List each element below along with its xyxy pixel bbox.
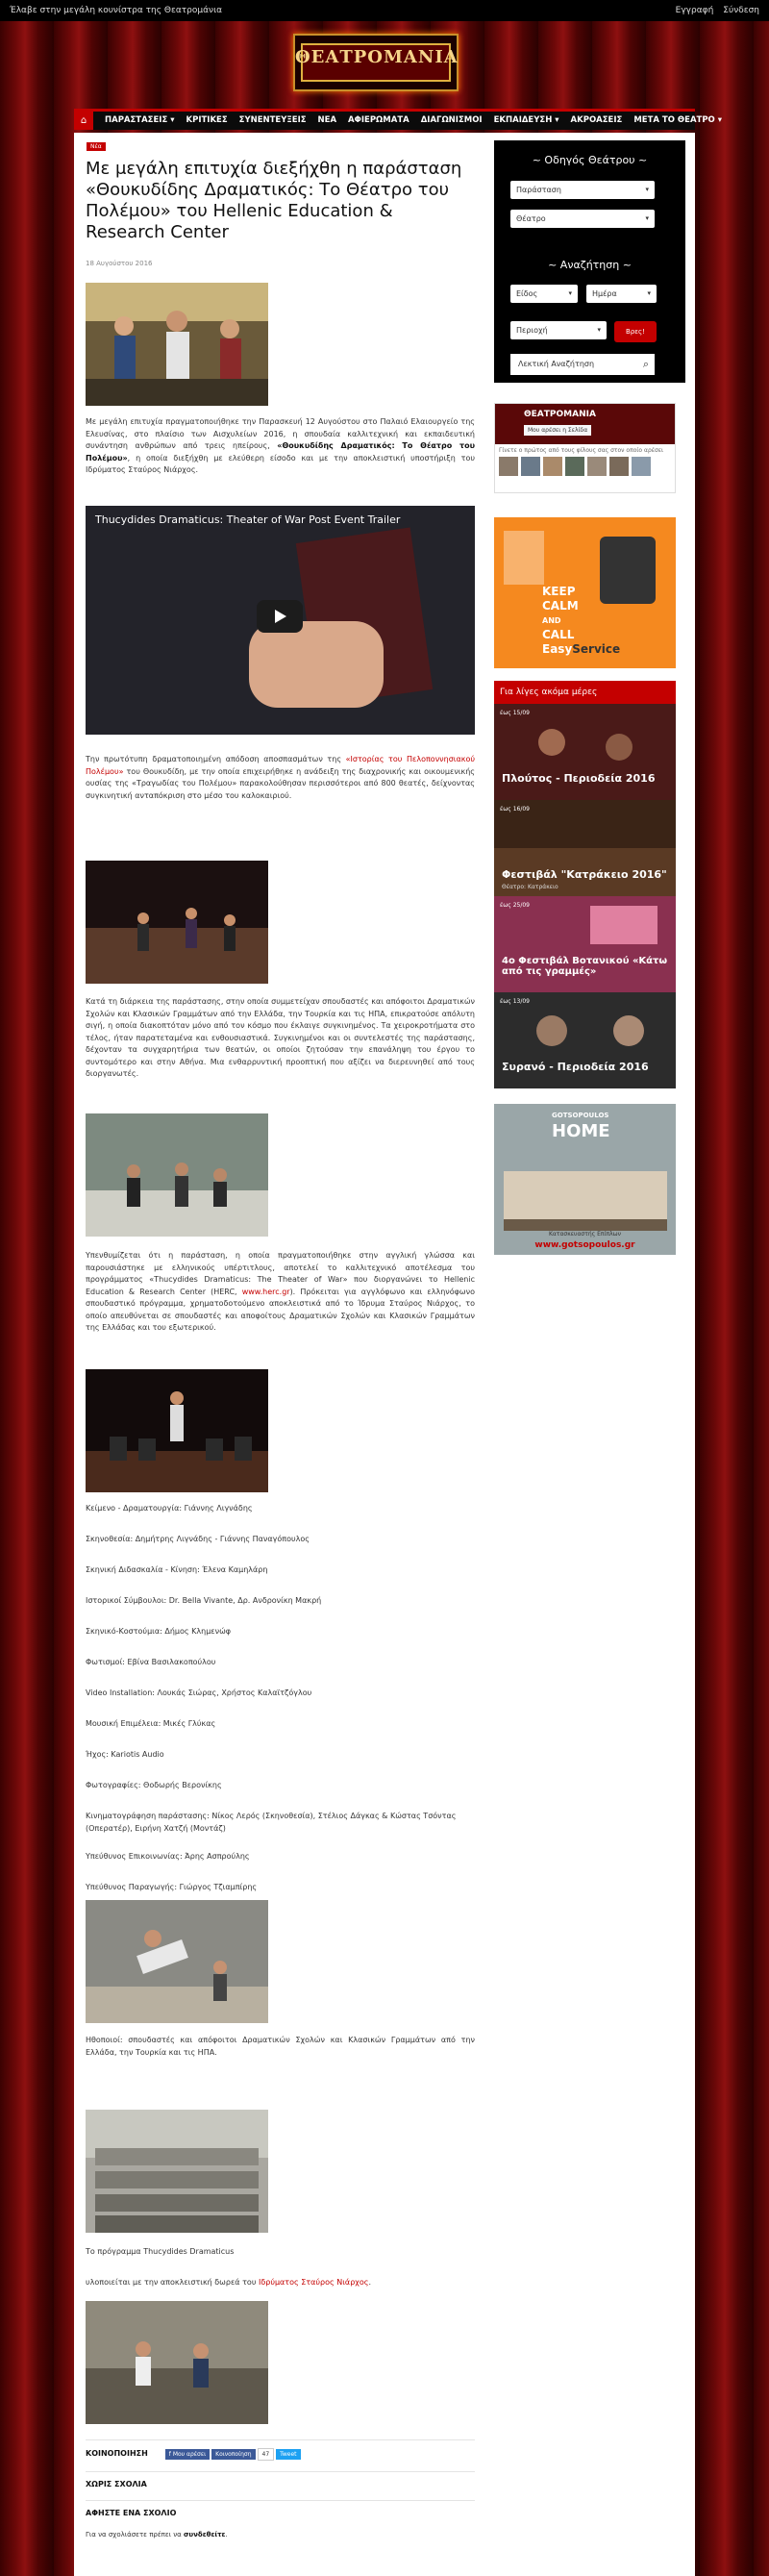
- credit-line: Κινηματογράφηση παράστασης: Νίκος Λερός (Σκηνοθεσία), Στέλιος Δάγκας & Κώστας Τσόντας (Οπερατέρ), Ειρήνη Χατζή (Μοντάζ): [86, 1812, 457, 1833]
- nav-item-auditions[interactable]: ΑΚΡΟΑΣΕΙΣ: [570, 115, 623, 125]
- easy-service-ad[interactable]: [494, 517, 676, 668]
- fb-like-page-button[interactable]: Μου αρέσει η Σελίδα: [524, 425, 591, 436]
- nav-item-news[interactable]: ΝΕΑ: [317, 115, 337, 125]
- fb-friends-text: Γίνετε ο πρώτος από τους φίλους σας στον οποίο αρέσει: [499, 447, 664, 454]
- no-comments-label: ΧΩΡΙΣ ΣΧΟΛΙΑ: [86, 2471, 475, 2488]
- main-navigation: [74, 109, 723, 130]
- genre-select[interactable]: Είδος ▾: [510, 285, 578, 303]
- ticker-text[interactable]: Έλαβε στην μεγάλη κουνίστρα της Θεατρομάνια: [10, 6, 223, 15]
- fb-page-name[interactable]: ΘΕΑΤΡΟΜΑΝΙΑ: [524, 410, 596, 419]
- share-section: [86, 2439, 475, 2468]
- ad-line: Κατασκευαστής Επίπλων: [548, 1231, 622, 1238]
- login-link[interactable]: συνδεθείτε: [183, 2531, 226, 2538]
- article-photo-2: [86, 861, 268, 984]
- article-photo-7: [86, 2301, 268, 2424]
- ad-brand-home: HOME: [552, 1121, 610, 1141]
- login-link[interactable]: Σύνδεση: [723, 6, 759, 15]
- tweet-button[interactable]: Tweet: [276, 2449, 300, 2460]
- article-photo-1: [86, 283, 268, 406]
- top-bar: [0, 0, 769, 21]
- text-search-input[interactable]: Λεκτική Αναζήτηση ⌕: [510, 354, 655, 375]
- tile-image: [494, 992, 676, 1088]
- paragraph-intro: Με μεγάλη επιτυχία πραγματοποιήθηκε την Παρασκευή 12 Αυγούστου στο Παλαιό Ελαιουργείο της Ελευσίνας, στο πλαίσιο των Αισχυλείων 2016, η σπουδαία καλλιτεχνική και εκπαιδευτική συνάντηση ανθρώπων από τρεις ηπείρους, «Θουκυδίδης Δραματικός: Το Θέατρο του Πολέμου», η οποία διεξήχθη με ελεύθερη είσοδο και με την αποκλειστική υποστήριξη του Ιδρύματος Σταύρος Νιάρχος.: [86, 417, 475, 474]
- tile-title[interactable]: Πλούτος - Περιοδεία 2016: [502, 772, 656, 785]
- funding-text: υλοποιείται με την αποκλειστική δωρεά του Ιδρύματος Σταύρος Νιάρχος.: [86, 2278, 372, 2287]
- nav-item-features[interactable]: ΑΦΙΕΡΩΜΑΤΑ: [348, 115, 409, 125]
- last-days-item[interactable]: [494, 800, 676, 896]
- tile-date: έως 25/09: [500, 902, 530, 909]
- credit-line: Φωτισμοί: Εβίνα Βασιλακοπούλου: [86, 1658, 216, 1666]
- facebook-share-button[interactable]: Κοινοποίηση: [211, 2449, 255, 2460]
- credit-line: Υπεύθυνος Επικοινωνίας: Άρης Ασπρούλης: [86, 1852, 250, 1861]
- theater-select[interactable]: Θέατρο ▾: [510, 210, 655, 228]
- nav-item-education[interactable]: ΕΚΠΑΙΔΕΥΣΗ ▾: [493, 115, 559, 125]
- last-days-item[interactable]: [494, 704, 676, 800]
- facebook-page-widget[interactable]: [494, 403, 676, 493]
- play-button-icon[interactable]: [257, 600, 303, 633]
- ad-slogan: KEEP CALM AND CALL EasyService: [542, 585, 621, 656]
- category-badge[interactable]: Νέα: [87, 142, 106, 151]
- article-photo-3: [86, 1113, 268, 1237]
- guide-title: ~ Οδηγός Θεάτρου ~: [532, 154, 648, 166]
- leave-comment-heading: ΑΦΗΣΤΕ ΕΝΑ ΣΧΟΛΙΟ: [86, 2500, 475, 2517]
- credit-line: Σκηνική Διδασκαλία - Κίνηση: Έλενα Καμηλάρη: [86, 1565, 268, 1574]
- credit-line: Σκηνοθεσία: Δημήτρης Λιγνάδης - Γιάννης Παναγόπουλος: [86, 1535, 310, 1543]
- paragraph-3: Κατά τη διάρκεια της παράστασης, στην οποία συμμετείχαν σπουδαστές και απόφοιτοι Δραματικών Σχολών και Κλασικών Γραμμάτων από την Ελλάδα, την Τουρκία και τις ΗΠΑ, επικρατούσε απόλυτη σιγή, η οποία διακοπτόταν μόνο από τον κόσμο που έκλαιγε συγκινημένος. Τα χειροκροτήματα στο τέλος, ήταν παρατεταμένα και ενθουσιαστικά. Συγκινημένοι και οι συντελεστές της παράστασης, δέχονταν τα συγχαρητήρια των θεατών, οι οποίοι ζητούσαν την επανάληψη του έργου το συντομότερο και στην Αθήνα. Μια ενθαρρυντική προοπτική που αξίζει να διερευνηθεί από τους διοργανωτές.: [86, 997, 475, 1078]
- phone-icon: [504, 531, 544, 585]
- search-title: ~ Αναζήτηση ~: [548, 259, 632, 271]
- tile-subtitle: Θέατρο: Κατράκειο: [502, 884, 558, 890]
- ad-url[interactable]: www.gotsopoulos.gr: [534, 1240, 635, 1250]
- gotsopoulos-ad[interactable]: [494, 1104, 676, 1255]
- fb-friend-avatars: [495, 457, 675, 476]
- last-days-item[interactable]: [494, 992, 676, 1088]
- share-count: 47: [258, 2448, 275, 2461]
- show-select[interactable]: Παράσταση ▾: [510, 181, 655, 199]
- login-to-comment: Για να σχολιάσετε πρέπει να συνδεθείτε.: [86, 2531, 228, 2538]
- ad-brand: GOTSOPOULOS: [552, 1112, 609, 1119]
- credit-line: Σκηνικό-Κοστούμια: Δήμος Κλημενώφ: [86, 1627, 232, 1636]
- paragraph-actors: Ηθοποιοί: σπουδαστές και απόφοιτοι Δραματικών Σχολών και Κλασικών Γραμμάτων από την Ελλάδα, την Τουρκία και τις ΗΠΑ.: [86, 2036, 475, 2057]
- home-icon[interactable]: ⌂: [74, 112, 93, 130]
- tile-image: [494, 800, 676, 896]
- nav-item-performances[interactable]: ΠΑΡΑΣΤΑΣΕΙΣ ▾: [105, 115, 175, 125]
- facebook-cover: [495, 404, 675, 444]
- tile-title[interactable]: Συρανό - Περιοδεία 2016: [502, 1061, 649, 1073]
- find-button[interactable]: Βρες!: [614, 321, 657, 342]
- site-logo[interactable]: [293, 34, 459, 91]
- article-photo-4: [86, 1369, 268, 1492]
- tile-image: [494, 704, 676, 800]
- register-link[interactable]: Εγγραφή: [675, 6, 714, 15]
- credit-line: Φωτογραφίες: Θοδωρής Βερονίκης: [86, 1781, 222, 1789]
- youtube-video-player[interactable]: [86, 506, 475, 735]
- article-date: 18 Αυγούστου 2016: [86, 260, 153, 267]
- program-text: Το πρόγραμμα Thucydides Dramaticus: [86, 2247, 235, 2256]
- day-select[interactable]: Ημέρα ▾: [586, 285, 657, 303]
- sidebar: [487, 133, 695, 2576]
- tile-title[interactable]: Φεστιβάλ "Κατράκειο 2016": [502, 868, 667, 881]
- nav-item-contests[interactable]: ΔΙΑΓΩΝΙΣΜΟΙ: [420, 115, 483, 125]
- article-column: [74, 133, 487, 2576]
- last-days-item[interactable]: [494, 896, 676, 992]
- credit-line: Ιστορικοί Σύμβουλοι: Dr. Bella Vivante, Δρ. Ανδρονίκη Μακρή: [86, 1596, 322, 1605]
- credit-line: Μουσική Επιμέλεια: Μικές Γλύκας: [86, 1719, 216, 1728]
- credit-line: Υπεύθυνος Παραγωγής: Γιώργος Τζιαμπίρης: [86, 1883, 258, 1891]
- article-photo-5: [86, 1900, 268, 2023]
- snf-link[interactable]: Ιδρύματος Σταύρος Νιάρχος: [258, 2278, 369, 2287]
- search-icon[interactable]: ⌕: [642, 358, 649, 370]
- tile-date: έως 13/09: [500, 998, 530, 1005]
- herc-link[interactable]: www.herc.gr: [241, 1287, 290, 1296]
- share-title: ΚΟΙΝΟΠΟΙΗΣΗ: [86, 2449, 148, 2458]
- facebook-like-button[interactable]: f Μου αρέσει: [165, 2449, 210, 2460]
- nav-item-after-theater[interactable]: ΜΕΤΑ ΤΟ ΘΕΑΤΡΟ ▾: [633, 115, 723, 125]
- article-title: Με μεγάλη επιτυχία διεξήχθη η παράσταση «Θουκυδίδης Δραματικός: Το Θέατρο του Πολέμου» του Hellenic Education & Research Center: [86, 159, 462, 242]
- history-link[interactable]: «Ιστορίας του Πελοποννησιακού Πολέμου»: [86, 755, 475, 776]
- credit-line: Video Installation: Λουκάς Σιώρας, Χρήστος Καλαϊτζόγλου: [86, 1688, 312, 1697]
- nav-item-reviews[interactable]: ΚΡΙΤΙΚΕΣ: [186, 115, 228, 125]
- theater-guide-widget: [494, 140, 685, 383]
- paragraph-4: Υπενθυμίζεται ότι η παράσταση, η οποία πραγματοποιήθηκε στην αγγλική γλώσσα και παρουσιάστηκε με ελληνικούς υπέρτιτλους, αποτελεί το καλλιτεχνικό αποτέλεσμα του προγράμματος «Thucydides Dramaticus: The Theater of War» που διοργανώνει το Hellenic Education & Research Center (HERC, www.herc.gr). Πρόκειται για αγγλόφωνο και ελληνόφωνο σπουδαστικό πρόγραμμα, χρηματοδοτούμενο αποκλειστικά από το Ίδρυμα Σταύρος Νιάρχος, το οποίο απευθύνεται σε σπουδαστές και αποφοίτους Δραματικών Σχολών και Κλασικών Γραμμάτων της Ελλάδας και του εξωτερικού.: [86, 1251, 475, 1332]
- credit-line: Κείμενο - Δραματουργία: Γιάννης Λιγνάδης: [86, 1504, 253, 1513]
- last-days-header: Για λίγες ακόμα μέρες: [494, 681, 676, 704]
- paragraph-2: Την πρωτότυπη δραματοποιημένη απόδοση αποσπασμάτων της «Ιστορίας του Πελοποννησιακού Πολέμου» του Θουκυδίδη, με την οποία επιχειρήθηκε η ανάδειξη της διαχρονικής και οικουμενικής ουσίας της «Τραγωδίας του Πολέμου» παρακολούθησαν περισσότεροι από 800 θεατές, δείχνοντας συγκινητική ανταπόκριση στο μέσο του καλοκαιριού.: [86, 755, 475, 800]
- logo-text: ΘΕΑΤΡΟΜΑΝΙΑ: [295, 47, 459, 67]
- nav-item-interviews[interactable]: ΣΥΝΕΝΤΕΥΞΕΙΣ: [238, 115, 307, 125]
- tile-date: έως 15/09: [500, 710, 530, 716]
- area-select[interactable]: Περιοχή ▾: [510, 321, 607, 339]
- article-photo-6: [86, 2110, 268, 2233]
- tile-image: [494, 896, 676, 992]
- video-title[interactable]: Thucydides Dramaticus: Theater of War Post Event Trailer: [95, 513, 401, 526]
- tile-date: έως 16/09: [500, 806, 530, 813]
- credit-line: Ήχος: Kariotis Audio: [86, 1750, 164, 1759]
- tile-title[interactable]: 4ο Φεστιβάλ Βοτανικού «Κάτω από τις γραμμές»: [502, 956, 668, 977]
